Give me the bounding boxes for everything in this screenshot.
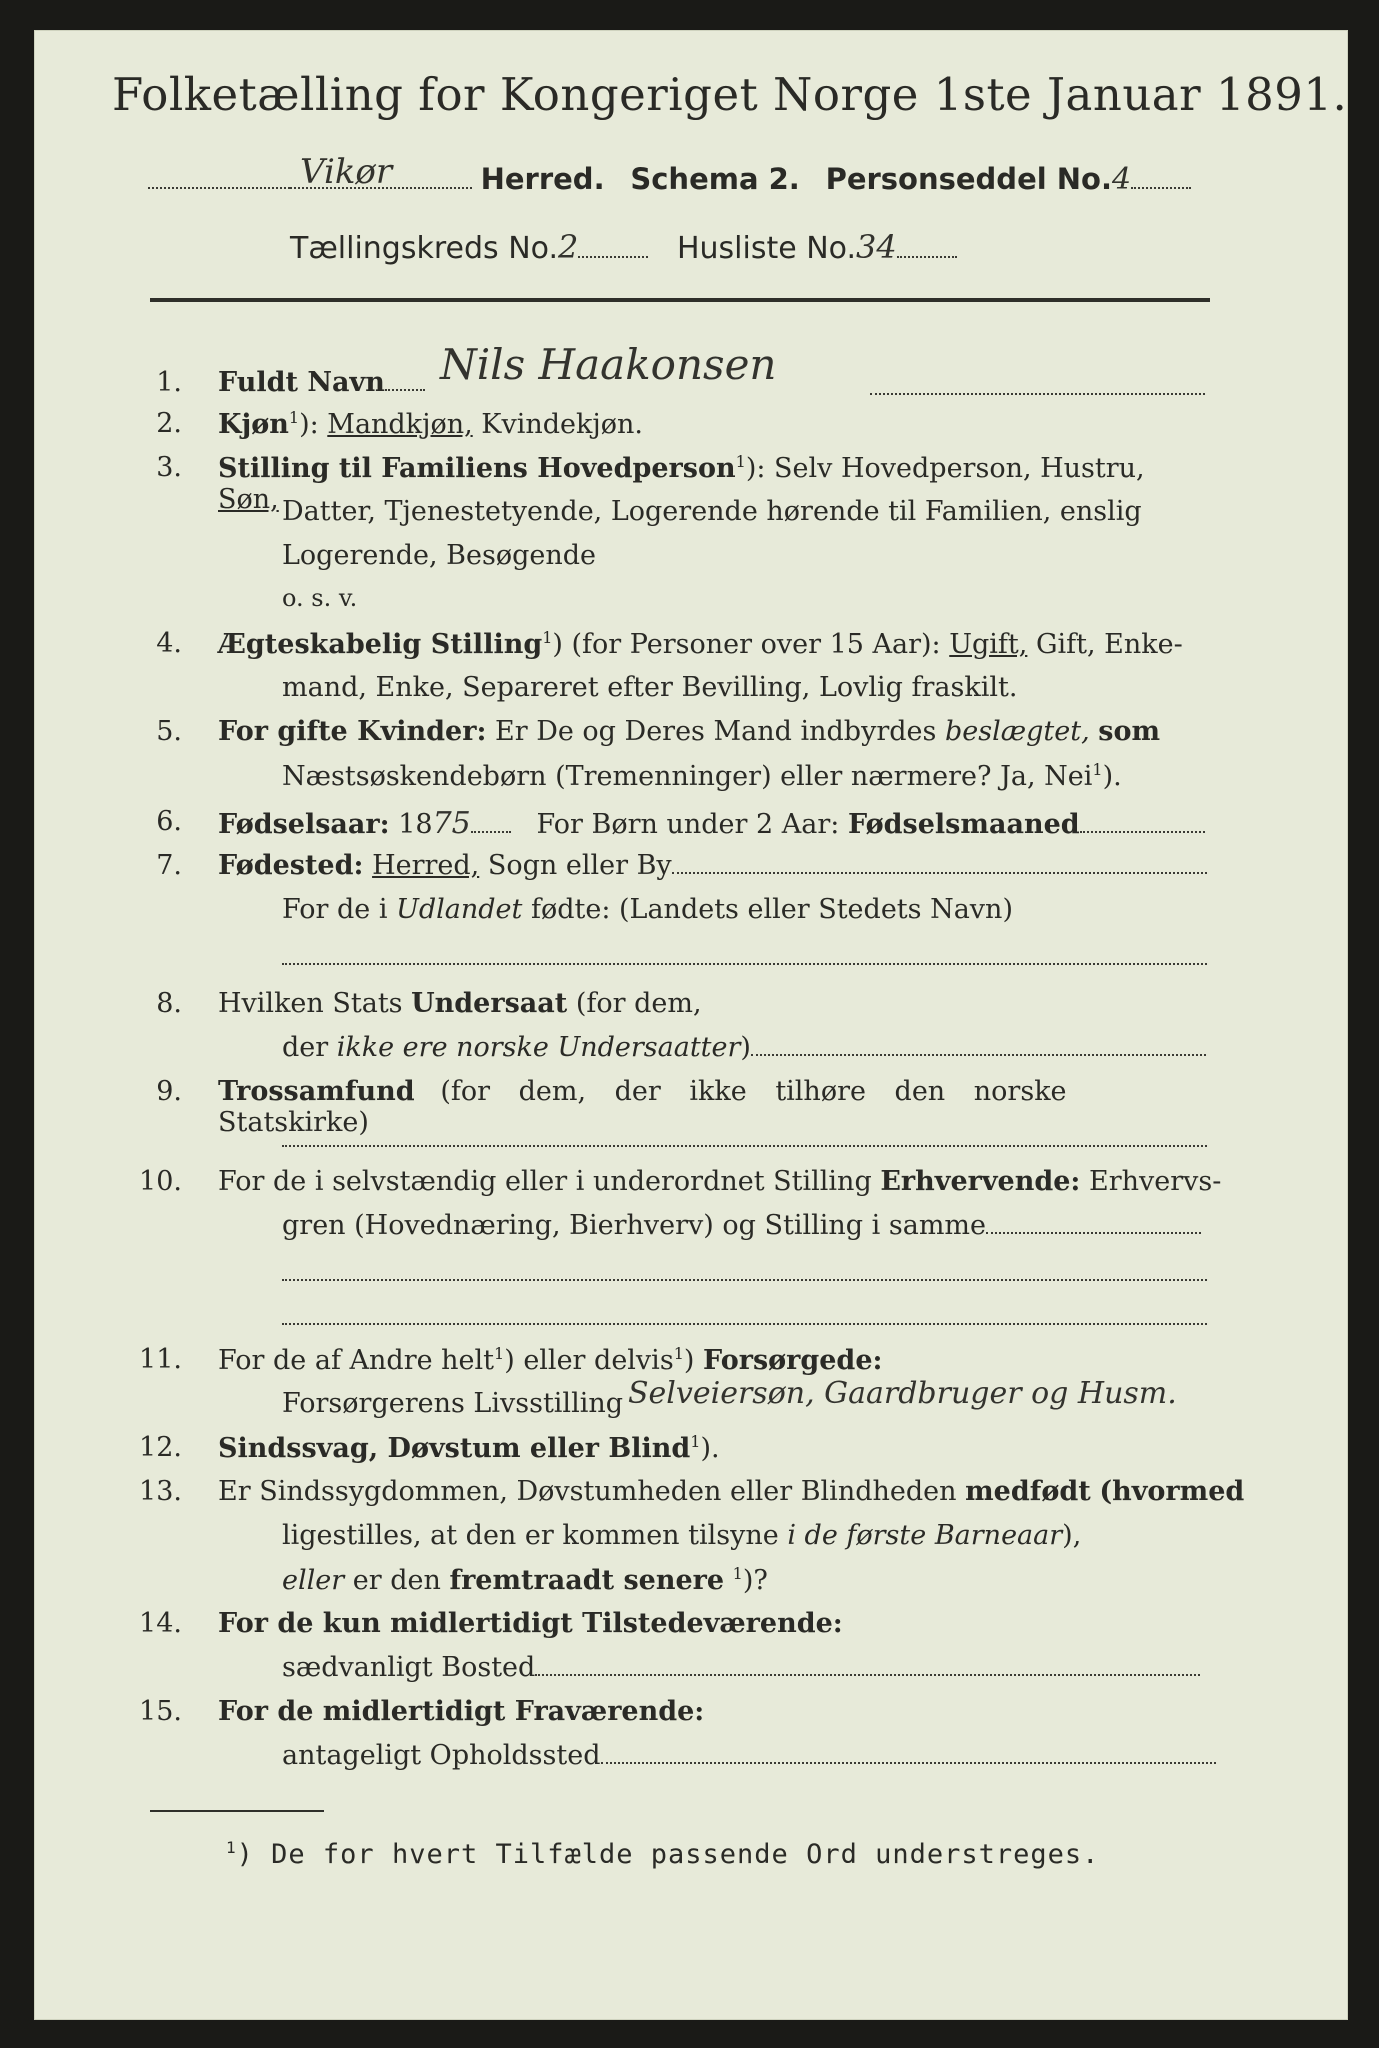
gifte-text: Er De og Deres Mand indbyrdes bbox=[495, 716, 937, 747]
kjon-label: Kjøn bbox=[218, 409, 289, 440]
personseddel-label: Personseddel No. bbox=[825, 162, 1112, 196]
fodested-line2-italic: Udlandet bbox=[396, 894, 523, 925]
gifte-line2-end: ). bbox=[1102, 761, 1122, 792]
stilling-son: Søn, bbox=[218, 484, 279, 515]
medfodt-line3 bbox=[282, 1564, 768, 1596]
schema-label: Schema 2. bbox=[630, 162, 800, 196]
fodselsaar-value: 75 bbox=[432, 806, 471, 841]
forsorg-line1-b: ) eller delvis bbox=[504, 1345, 674, 1376]
stats-line2 bbox=[282, 1032, 1206, 1063]
forsorg-row bbox=[218, 1344, 882, 1376]
egteskab-rest: Gift, Enke- bbox=[1035, 629, 1183, 660]
fodselsaar-prefix: 18 bbox=[398, 809, 433, 840]
forsorg-sup-2: 1 bbox=[673, 1344, 684, 1363]
fodested-row bbox=[218, 850, 1207, 881]
header-line-kreds bbox=[290, 228, 957, 266]
gifte-label: For gifte Kvinder: bbox=[218, 716, 487, 747]
stats-line1-a: Hvilken Stats bbox=[218, 988, 403, 1019]
egteskab-row bbox=[218, 628, 1183, 660]
header-line-herred bbox=[148, 152, 1208, 197]
herred-value: Vikør bbox=[300, 152, 393, 192]
fodested-rest: Sogn eller By bbox=[487, 850, 672, 881]
footnote-sup: 1 bbox=[226, 1838, 237, 1857]
fodselsaar-born: For Børn under 2 Aar: bbox=[536, 809, 840, 840]
herred-label: Herred. bbox=[480, 162, 605, 196]
personseddel-value: 4 bbox=[1111, 162, 1132, 197]
medfodt-line3-italic: eller bbox=[282, 1565, 345, 1596]
stilling-line4: o. s. v. bbox=[282, 584, 358, 612]
medfodt-line2-italic: i de første Barneaar bbox=[787, 1520, 1063, 1551]
forsorg-line1-d: Forsørgede: bbox=[703, 1345, 883, 1376]
item-number: 7. bbox=[156, 850, 182, 881]
gifte-line2-text: Næstsøskendebørn (Tremenninger) eller nærmere? Ja, Nei bbox=[282, 761, 1093, 792]
item-number: 5. bbox=[156, 716, 182, 747]
erhverv-dots-2 bbox=[282, 1322, 1207, 1325]
footnote-rule bbox=[150, 1810, 324, 1812]
item-number: 10. bbox=[139, 1166, 182, 1197]
tilstede-line2 bbox=[282, 1652, 1200, 1683]
item-number: 14. bbox=[139, 1608, 182, 1639]
fravaer-line2-text: antageligt Opholdssted bbox=[282, 1740, 601, 1771]
forsorg-line2 bbox=[282, 1388, 623, 1419]
medfodt-line3-b: fremtraadt senere bbox=[449, 1565, 725, 1596]
tros-row bbox=[218, 1076, 1208, 1138]
tilstede-line2-text: sædvanligt Bosted bbox=[282, 1652, 536, 1683]
stilling-options: ): Selv Hovedperson, Hustru, bbox=[745, 453, 1145, 484]
medfodt-line1-a: Er Sindssygdommen, Døvstumheden eller Blindheden bbox=[218, 1476, 957, 1507]
egteskab-line2: mand, Enke, Separeret efter Bevilling, Lovlig fraskilt. bbox=[282, 672, 1018, 703]
stats-line2-b: ) bbox=[740, 1032, 751, 1063]
gifte-som: som bbox=[1098, 716, 1161, 747]
egteskab-label: Ægteskabelig Stilling bbox=[218, 629, 543, 660]
kjon-sup: 1 bbox=[288, 408, 300, 427]
sinds-end: ). bbox=[700, 1433, 720, 1464]
stats-line1-c: (for dem, bbox=[575, 988, 702, 1019]
medfodt-line1-c: (hvormed bbox=[1099, 1476, 1245, 1507]
forsorg-line2-label: Forsørgerens Livsstilling bbox=[282, 1388, 624, 1419]
husliste-value: 34 bbox=[856, 228, 897, 266]
item-number: 12. bbox=[139, 1432, 182, 1463]
fuldt-navn-value: Nils Haakonsen bbox=[440, 340, 777, 389]
erhverv-line2-text: gren (Hovednæring, Bierhverv) og Stilling i samme bbox=[282, 1210, 987, 1241]
kreds-value: 2 bbox=[558, 228, 579, 266]
form-title: Folketælling for Kongeriget Norge 1ste Januar 1891. bbox=[112, 68, 1348, 121]
fodested-line2-a: For de i bbox=[282, 894, 388, 925]
stilling-line3: Logerende, Besøgende bbox=[282, 540, 596, 571]
fuldt-navn-row bbox=[218, 367, 425, 398]
kjon-mandkjon: Mandkjøn, bbox=[327, 409, 473, 440]
stats-line1-b: Undersaat bbox=[411, 988, 568, 1019]
item-number: 8. bbox=[156, 988, 182, 1019]
tilstede-label: For de kun midlertidigt Tilstedeværende: bbox=[218, 1608, 843, 1639]
item-number: 13. bbox=[139, 1476, 182, 1507]
footnote bbox=[226, 1838, 1099, 1870]
medfodt-line2 bbox=[282, 1520, 1081, 1551]
medfodt-sup: 1 bbox=[732, 1564, 743, 1583]
kreds-label: Tællingskreds No. bbox=[290, 231, 558, 266]
fodested-line2 bbox=[282, 894, 1013, 925]
kjon-colon: ): bbox=[299, 409, 319, 440]
item-number: 2. bbox=[156, 408, 182, 439]
gifte-row bbox=[218, 716, 1160, 747]
erhverv-line2 bbox=[282, 1210, 1201, 1241]
sinds-sup: 1 bbox=[690, 1432, 701, 1451]
egteskab-text: ) (for Personer over 15 Aar): bbox=[552, 629, 941, 660]
stats-line2-a: der bbox=[282, 1032, 329, 1063]
header-rule bbox=[150, 298, 1210, 302]
forsorg-line1-c: ) bbox=[683, 1345, 695, 1376]
fodselsaar-row bbox=[218, 806, 1205, 841]
egteskab-ugift: Ugift, bbox=[949, 629, 1028, 660]
erhverv-row bbox=[218, 1166, 1221, 1197]
medfodt-row bbox=[218, 1476, 1244, 1507]
fravaer-line2 bbox=[282, 1740, 1216, 1771]
fodested-herred: Herred, bbox=[372, 850, 480, 881]
tros-label: Trossamfund bbox=[218, 1076, 415, 1107]
husliste-label: Husliste No. bbox=[676, 231, 857, 266]
gifte-line2 bbox=[282, 760, 1122, 792]
erhverv-line1-a: For de i selvstændig eller i underordnet Stilling bbox=[218, 1166, 872, 1197]
item-number: 4. bbox=[156, 628, 182, 659]
forsorg-line2-value: Selveiersøn, Gaardbruger og Husm. bbox=[628, 1376, 1177, 1411]
fravaer-label: For de midlertidigt Fraværende: bbox=[218, 1696, 705, 1727]
item-number: 1. bbox=[156, 367, 182, 398]
item-number: 6. bbox=[156, 806, 182, 837]
sinds-label: Sindssvag, Døvstum eller Blind bbox=[218, 1433, 691, 1464]
forsorg-sup-1: 1 bbox=[494, 1344, 505, 1363]
medfodt-line1-b: medfødt bbox=[965, 1476, 1091, 1507]
medfodt-line3-c: )? bbox=[742, 1565, 768, 1596]
sinds-row bbox=[218, 1432, 720, 1464]
fodested-label: Fødested: bbox=[218, 850, 364, 881]
erhverv-line1-b: Erhvervende: bbox=[880, 1166, 1081, 1197]
stats-line2-italic: ikke ere norske Undersaatter bbox=[336, 1032, 741, 1063]
kjon-row bbox=[218, 408, 643, 440]
stilling-line2: Datter, Tjenestetyende, Logerende hørende til Familien, enslig bbox=[282, 496, 1142, 527]
fodested-dots bbox=[282, 962, 1207, 965]
tros-dots bbox=[282, 1144, 1207, 1147]
medfodt-line2-a: ligestilles, at den er kommen tilsyne bbox=[282, 1520, 779, 1551]
erhverv-line1-c: Erhvervs- bbox=[1089, 1166, 1222, 1197]
egteskab-sup: 1 bbox=[542, 628, 553, 647]
kjon-kvindekjon: Kvindekjøn. bbox=[481, 409, 643, 440]
fodested-line2-b: fødte: (Landets eller Stedets Navn) bbox=[530, 894, 1013, 925]
fuldt-navn-dots bbox=[870, 392, 1205, 395]
stats-row bbox=[218, 988, 702, 1019]
fuldt-navn-label: Fuldt Navn bbox=[218, 367, 385, 398]
gifte-italic: beslægtet, bbox=[944, 716, 1090, 747]
stilling-label: Stilling til Familiens Hovedperson bbox=[218, 453, 736, 484]
item-number: 3. bbox=[156, 452, 182, 483]
medfodt-line3-a: er den bbox=[352, 1565, 441, 1596]
medfodt-line2-b: ), bbox=[1062, 1520, 1082, 1551]
item-number: 9. bbox=[156, 1076, 182, 1107]
item-number: 15. bbox=[139, 1696, 182, 1727]
stilling-sup: 1 bbox=[735, 452, 746, 471]
tros-text: (for dem, der ikke tilhøre den norske Statskirke) bbox=[218, 1076, 1067, 1138]
fodselsmaaned-label: Fødselsmaaned bbox=[847, 809, 1080, 840]
item-number: 11. bbox=[139, 1344, 182, 1375]
gifte-sup: 1 bbox=[1092, 760, 1103, 779]
forsorg-line1-a: For de af Andre helt bbox=[218, 1345, 495, 1376]
footnote-text: ) De for hvert Tilfælde passende Ord understreges. bbox=[236, 1839, 1100, 1870]
fodselsaar-label: Fødselsaar: bbox=[218, 809, 390, 840]
erhverv-dots-1 bbox=[282, 1278, 1207, 1281]
